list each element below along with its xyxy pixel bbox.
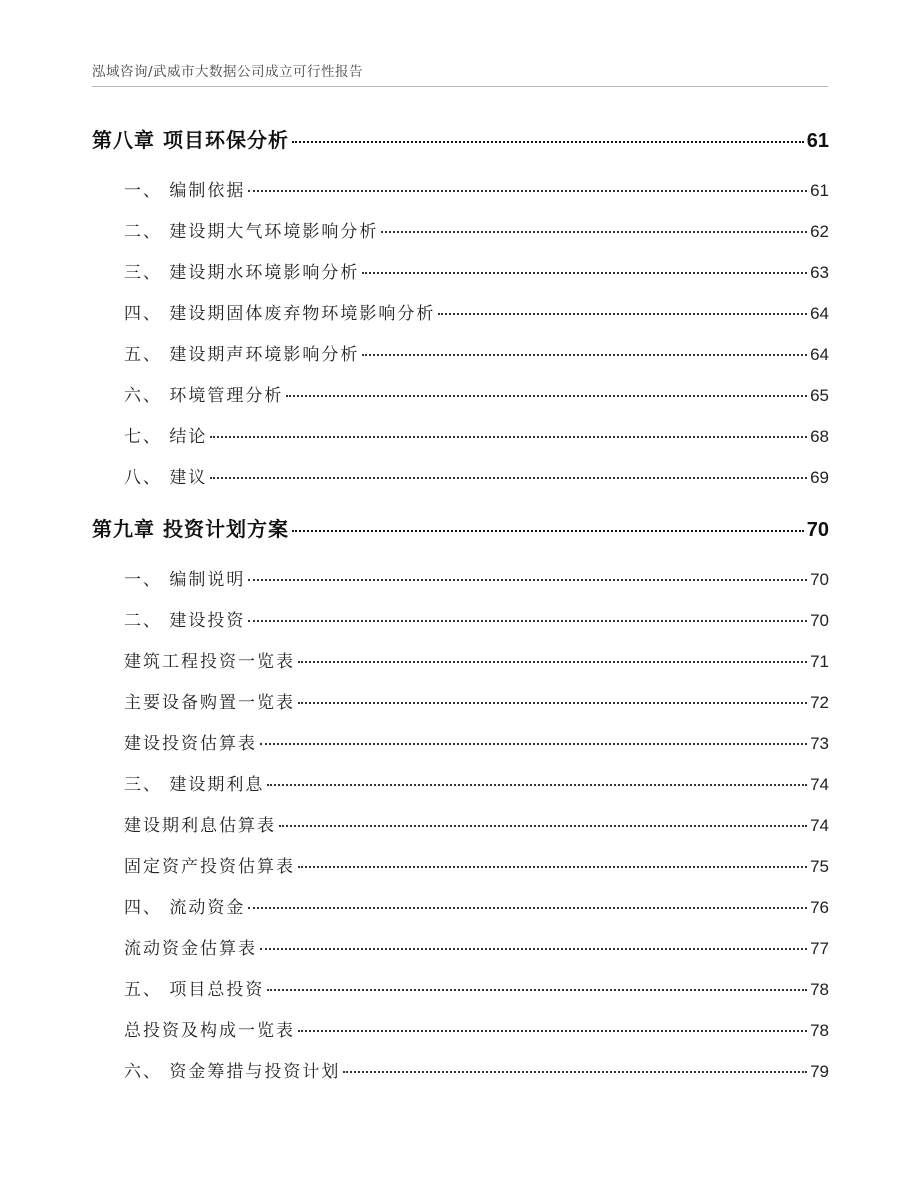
toc-entry-page: 68 — [810, 427, 829, 446]
dot-leader — [267, 989, 807, 991]
toc-entry[interactable] — [124, 299, 829, 324]
toc-entry-page: 62 — [810, 222, 829, 241]
dot-leader — [248, 579, 807, 581]
toc-entry-page: 70 — [810, 570, 829, 589]
toc-entry[interactable] — [124, 176, 829, 201]
dot-leader — [248, 907, 807, 909]
toc-entry-title: 建设投资估算表 — [124, 734, 257, 754]
toc-entry[interactable] — [124, 340, 829, 365]
toc-entry-title: 五、 建设期声环境影响分析 — [124, 345, 360, 365]
toc-entry[interactable] — [124, 258, 829, 283]
dot-leader — [438, 313, 807, 315]
toc-entry[interactable] — [124, 729, 829, 754]
toc-entry-page: 70 — [810, 611, 829, 630]
toc-entry-title: 主要设备购置一览表 — [124, 693, 295, 713]
toc-entry-title: 三、 建设期利息 — [124, 775, 265, 795]
toc-entry-page: 74 — [810, 775, 829, 794]
dot-leader — [210, 477, 807, 479]
dot-leader — [260, 948, 807, 950]
toc-entry-page: 75 — [810, 857, 829, 876]
dot-leader — [279, 825, 807, 827]
toc-entry[interactable] — [124, 463, 829, 488]
toc-entry-page: 78 — [810, 980, 829, 999]
toc-entry-title: 六、 环境管理分析 — [124, 386, 284, 406]
dot-leader — [343, 1071, 807, 1073]
toc-entry-page: 61 — [810, 181, 829, 200]
toc-entry-title: 四、 建设期固体废弃物环境影响分析 — [124, 304, 436, 324]
dot-leader — [267, 784, 807, 786]
toc-entry-page: 73 — [810, 734, 829, 753]
dot-leader — [362, 272, 807, 274]
toc-entry-title: 一、 编制说明 — [124, 570, 246, 590]
toc-entry[interactable] — [124, 811, 829, 836]
toc-entry[interactable] — [124, 770, 829, 795]
dot-leader — [248, 190, 807, 192]
dot-leader — [298, 702, 807, 704]
toc-entry-title: 二、 建设投资 — [124, 611, 246, 631]
toc-chapter-8[interactable] — [92, 124, 829, 153]
dot-leader — [286, 395, 807, 397]
toc-entry-page: 70 — [806, 519, 829, 541]
toc-entry-title: 六、 资金筹措与投资计划 — [124, 1062, 341, 1082]
toc-entry-title: 固定资产投资估算表 — [124, 857, 295, 877]
header-divider — [92, 86, 828, 87]
toc-entry-page: 78 — [810, 1021, 829, 1040]
toc-entry[interactable] — [124, 422, 829, 447]
dot-leader — [298, 661, 807, 663]
toc-entry-page: 76 — [810, 898, 829, 917]
toc-entry[interactable] — [124, 688, 829, 713]
toc-entry-page: 61 — [806, 130, 829, 152]
dot-leader — [248, 620, 807, 622]
toc-entry-title: 第八章 项目环保分析 — [92, 128, 289, 152]
toc-entry[interactable] — [124, 852, 829, 877]
toc-entry[interactable] — [124, 934, 829, 959]
dot-leader — [298, 866, 807, 868]
toc-entry[interactable] — [124, 381, 829, 406]
dot-leader — [292, 141, 804, 143]
dot-leader — [362, 354, 807, 356]
toc-entry-title: 建筑工程投资一览表 — [124, 652, 295, 672]
toc-entry-title: 第九章 投资计划方案 — [92, 517, 289, 541]
toc-entry-page: 74 — [810, 816, 829, 835]
toc-entry-title: 四、 流动资金 — [124, 898, 246, 918]
dot-leader — [298, 1030, 807, 1032]
toc-entry[interactable] — [124, 565, 829, 590]
dot-leader — [260, 743, 807, 745]
toc-chapter-9[interactable] — [92, 513, 829, 542]
toc-entry-title: 八、 建议 — [124, 468, 208, 488]
toc-entry-page: 64 — [810, 345, 829, 364]
toc-entry-page: 79 — [810, 1062, 829, 1081]
toc-entry-page: 77 — [810, 939, 829, 958]
toc-entry-page: 65 — [810, 386, 829, 405]
toc-entry-page: 72 — [810, 693, 829, 712]
toc-entry-page: 71 — [810, 652, 829, 671]
toc-entry-title: 总投资及构成一览表 — [124, 1021, 295, 1041]
toc-entry[interactable] — [124, 606, 829, 631]
toc-entry[interactable] — [124, 1016, 829, 1041]
toc-entry-page: 64 — [810, 304, 829, 323]
toc-entry-title: 七、 结论 — [124, 427, 208, 447]
toc-entry-title: 三、 建设期水环境影响分析 — [124, 263, 360, 283]
toc-entry-title: 五、 项目总投资 — [124, 980, 265, 1000]
toc-entry-title: 流动资金估算表 — [124, 939, 257, 959]
dot-leader — [210, 436, 807, 438]
toc-entry-page: 63 — [810, 263, 829, 282]
toc-entry[interactable] — [124, 893, 829, 918]
toc-entry[interactable] — [124, 1057, 829, 1082]
dot-leader — [292, 530, 804, 532]
page-header: 泓域咨询/武威市大数据公司成立可行性报告 — [92, 64, 364, 80]
toc-entry-title: 建设期利息估算表 — [124, 816, 276, 836]
toc-entry-title: 一、 编制依据 — [124, 181, 246, 201]
toc-entry-page: 69 — [810, 468, 829, 487]
toc-entry[interactable] — [124, 217, 829, 242]
dot-leader — [381, 231, 807, 233]
toc-entry[interactable] — [124, 647, 829, 672]
toc-entry-title: 二、 建设期大气环境影响分析 — [124, 222, 379, 242]
toc-entry[interactable] — [124, 975, 829, 1000]
